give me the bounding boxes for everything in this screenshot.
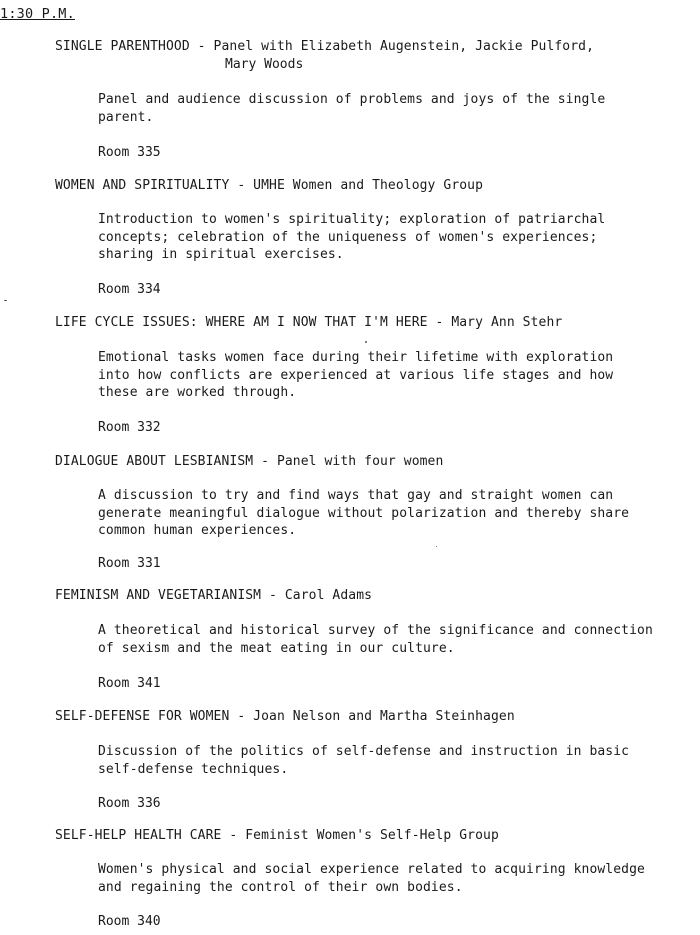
description-line: Panel and audience discussion of problems and joys of the single [98, 92, 606, 107]
session-room: Room 340 [98, 914, 161, 929]
session-description [98, 487, 698, 540]
description-line: these are worked through. [98, 385, 297, 400]
scan-speck [365, 341, 367, 343]
time-heading: 1:30 P.M. [0, 6, 75, 22]
description-line: self-defense techniques. [98, 761, 289, 777]
description-line: common human experiences. [98, 523, 297, 538]
session-title: SINGLE PARENTHOOD - Panel with Elizabeth Augenstein, Jackie Pulford, [55, 39, 595, 54]
session-title: LIFE CYCLE ISSUES: WHERE AM I NOW THAT I'M HERE - Mary Ann Stehr [55, 315, 563, 330]
scan-speck [4, 300, 7, 301]
description-line: parent. [98, 109, 154, 125]
session-room: Room 341 [98, 676, 161, 691]
description-line: Emotional tasks women face during their lifetime with exploration [98, 350, 614, 365]
session-room: Room 336 [98, 796, 161, 811]
scan-speck [436, 546, 437, 547]
session-title: SELF-DEFENSE FOR WOMEN - Joan Nelson and Martha Steinhagen [55, 709, 515, 724]
description-line: A discussion to try and find ways that gay and straight women can [98, 488, 614, 503]
session-description [98, 91, 698, 126]
session-title: FEMINISM AND VEGETARIANISM - Carol Adams [55, 588, 373, 603]
session-room: Room 335 [98, 145, 161, 160]
description-line: Introduction to women's spirituality; exploration of patriarchal [98, 212, 606, 227]
description-line: A theoretical and historical survey of the significance and connection [98, 623, 653, 638]
description-line: Discussion of the politics of self-defense and instruction in basic [98, 744, 630, 759]
session-title: SELF-HELP HEALTH CARE - Feminist Women's Self-Help Group [55, 828, 499, 843]
session-description [98, 743, 698, 778]
description-line: and regaining the control of their own bodies. [98, 879, 463, 895]
session-room: Room 332 [98, 420, 161, 435]
description-line: into how conflicts are experienced at various life stages and how [98, 367, 614, 383]
description-line: sharing in spiritual exercises. [98, 247, 344, 262]
description-line: Women's physical and social experience related to acquiring knowledge [98, 862, 645, 877]
session-description [98, 861, 698, 896]
session-title: DIALOGUE ABOUT LESBIANISM - Panel with four women [55, 454, 444, 469]
session-room: Room 331 [98, 556, 161, 571]
session-title-continued: Mary Woods [225, 57, 304, 72]
description-line: of sexism and the meat eating in our culture. [98, 640, 455, 656]
session-description [98, 211, 698, 264]
description-line: generate meaningful dialogue without polarization and thereby share [98, 505, 630, 521]
session-description [98, 622, 698, 657]
session-description [98, 349, 698, 402]
session-title: WOMEN AND SPIRITUALITY - UMHE Women and Theology Group [55, 178, 484, 193]
description-line: concepts; celebration of the uniqueness of women's experiences; [98, 229, 598, 245]
session-room: Room 334 [98, 282, 161, 297]
